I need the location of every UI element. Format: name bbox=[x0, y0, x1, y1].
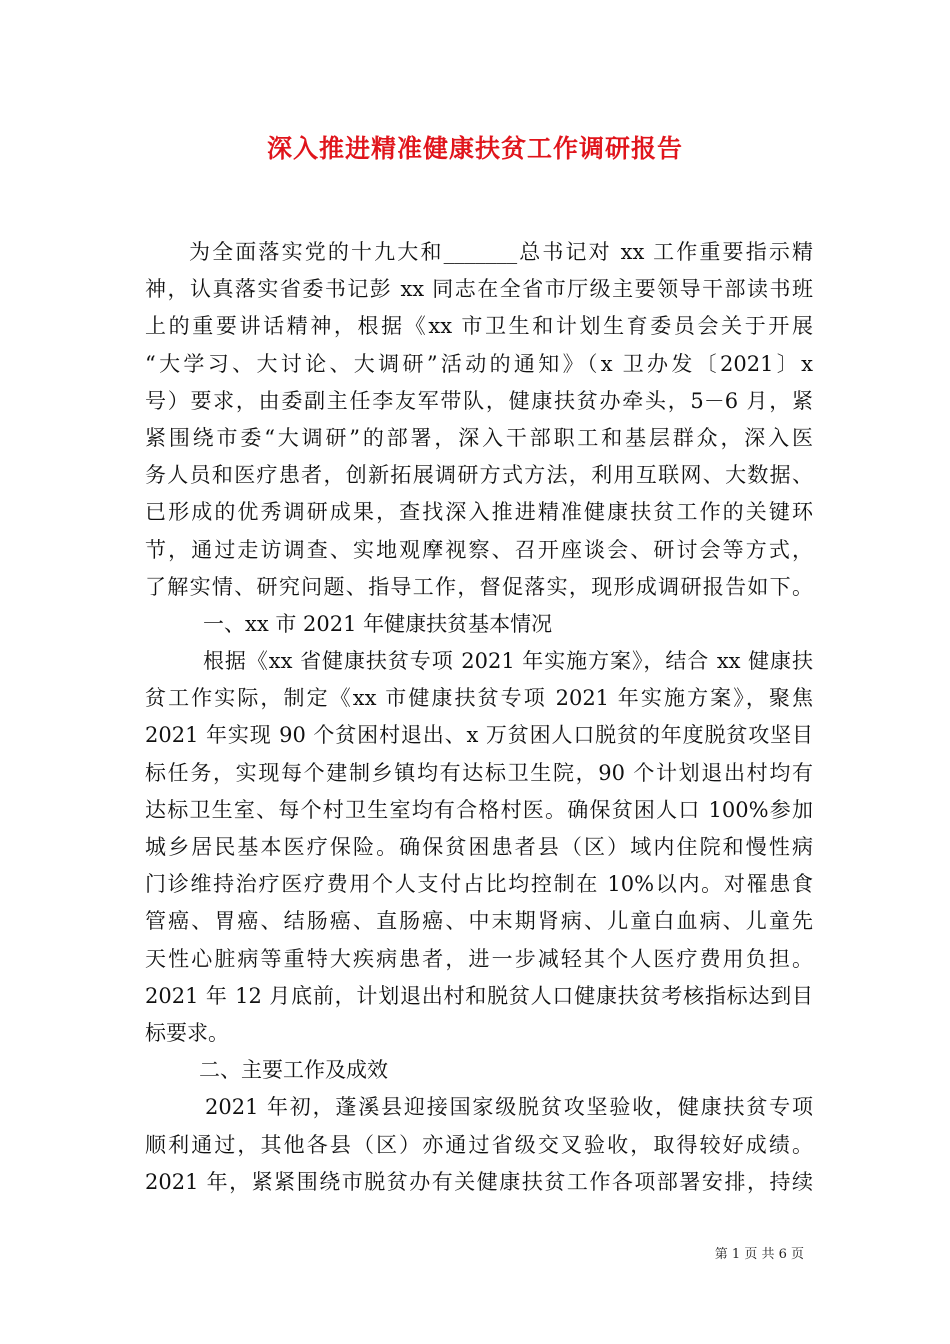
paragraph-line: 上的重要讲话精神，根据《xx 市卫生和计划生育委员会关于开展 bbox=[145, 314, 813, 339]
paragraph-line: 天性心脏病等重特大疾病患者，进一步减轻其个人医疗费用负担。 bbox=[145, 946, 813, 971]
paragraph-line: 为全面落实党的十九大和_______总书记对 xx 工作重要指示精 bbox=[189, 240, 813, 264]
paragraph-line: 根据《xx 省健康扶贫专项 2021 年实施方案》，结合 xx 健康扶 bbox=[203, 649, 813, 674]
paragraph-line: 门诊维持治疗医疗费用个人支付占比均控制在 10%以内。对罹患食 bbox=[145, 872, 813, 897]
paragraph-line: 贫工作实际，制定《xx 市健康扶贫专项 2021 年实施方案》，聚焦 bbox=[145, 686, 813, 711]
paragraph-line: 节，通过走访调查、实地观摩视察、召开座谈会、研讨会等方式， bbox=[145, 537, 813, 562]
paragraph-line: 城乡居民基本医疗保险。确保贫困患者县（区）域内住院和慢性病 bbox=[145, 835, 813, 859]
paragraph-line: 务人员和医疗患者，创新拓展调研方式方法，利用互联网、大数据、 bbox=[145, 463, 813, 488]
document-body bbox=[145, 234, 813, 1201]
paragraph-line: 2021 年，紧紧围绕市脱贫办有关健康扶贫工作各项部署安排，持续 bbox=[145, 1169, 813, 1194]
document-title: 深入推进精准健康扶贫工作调研报告 bbox=[266, 134, 683, 163]
section-heading: 一、xx 市 2021 年健康扶贫基本情况 bbox=[203, 611, 553, 636]
paragraph-line: 2021 年 12 月底前，计划退出村和脱贫人口健康扶贫考核指标达到目 bbox=[145, 983, 813, 1008]
section-heading: 二、主要工作及成效 bbox=[199, 1058, 388, 1083]
paragraph-line: 顺利通过，其他各县（区）亦通过省级交叉验收，取得较好成绩。 bbox=[145, 1132, 813, 1157]
paragraph-line: 2021 年初，蓬溪县迎接国家级脱贫攻坚验收，健康扶贫专项 bbox=[205, 1095, 813, 1120]
paragraph-line: “大学习、大讨论、大调研”活动的通知》（x 卫办发〔2021〕x bbox=[145, 351, 813, 376]
page-number: 第 1 页 共 6 页 bbox=[714, 1247, 804, 1262]
paragraph-line: 已形成的优秀调研成果，查找深入推进精准健康扶贫工作的关键环 bbox=[145, 500, 813, 525]
paragraph-line: 标任务，实现每个建制乡镇均有达标卫生院，90 个计划退出村均有 bbox=[145, 760, 813, 785]
paragraph-line: 达标卫生室、每个村卫生室均有合格村医。确保贫困人口 100%参加 bbox=[145, 797, 813, 822]
paragraph-line: 2021 年实现 90 个贫困村退出、x 万贫困人口脱贫的年度脱贫攻坚目 bbox=[145, 723, 813, 748]
paragraph-line: 紧围绕市委“大调研”的部署，深入干部职工和基层群众，深入医 bbox=[145, 425, 813, 450]
paragraph-line: 标要求。 bbox=[145, 1020, 229, 1045]
paragraph-line: 管癌、胃癌、结肠癌、直肠癌、中末期肾病、儿童白血病、儿童先 bbox=[145, 909, 813, 934]
paragraph-line: 了解实情、研究问题、指导工作，督促落实，现形成调研报告如下。 bbox=[145, 574, 813, 599]
paragraph-line: 神，认真落实省委书记彭 xx 同志在全省市厅级主要领导干部读书班 bbox=[145, 277, 813, 302]
paragraph-line: 号）要求，由委副主任李友军带队，健康扶贫办牵头，5－6 月，紧 bbox=[145, 388, 813, 413]
